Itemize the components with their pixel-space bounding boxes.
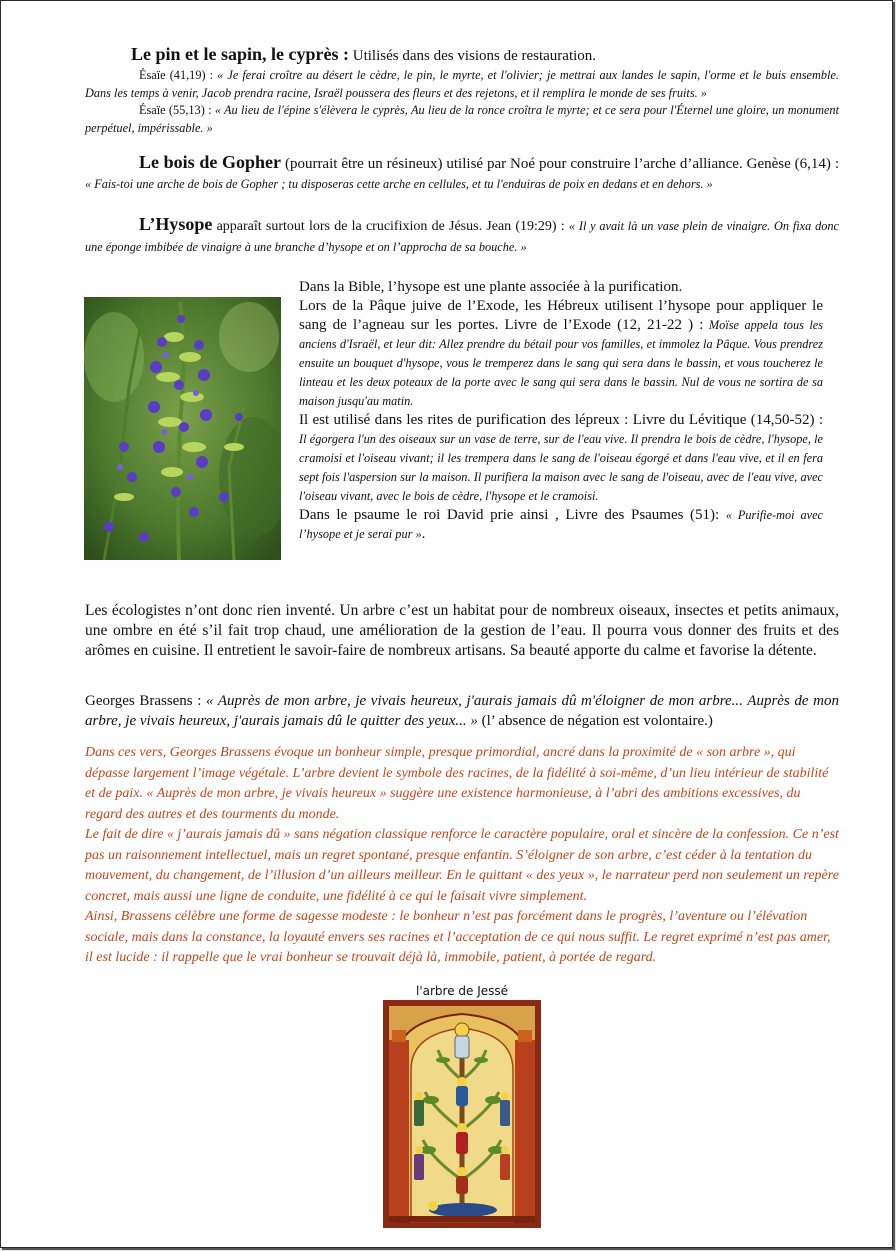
section-hysope [85, 214, 839, 257]
jesse-caption: l'arbre de Jessé [415, 984, 509, 998]
hyssop-flower-image [84, 297, 281, 560]
pine-description: Utilisés dans des visions de restauration. [349, 48, 597, 64]
isaiah-41-paragraph [85, 67, 839, 102]
hysope-description: apparaît surtout lors de la crucifixion de Jésus. Jean (19:29) : [212, 219, 569, 234]
brassens-quote: « Auprès de mon arbre, je vivais heureux, j'aurais jamais dû m'éloigner de mon arbre... Auprès de mon arbre, je vivais heureux, j'aurais jamais dû le quitter des yeux... » [85, 693, 839, 729]
commentary-block [85, 743, 839, 969]
john-quote: « Il y avait là un vase plein de vinaigre. On fixa donc une éponge imbibée de vinaigre à une branche d’hysope et on l’approcha de sa bouche. » [85, 219, 839, 254]
commentary-paragraph-2: Le fait de dire « j’aurais jamais dû » sans négation classique renforce le caractère populaire, oral et sincère de la confession. Ce n’est pas un raisonnement intellectuel, mais un regret spontané, presque enfantin. S’éloigner de son arbre, c’est céder à la tentation du mouvement, du changement, de l’illusion d’un ailleurs meilleur. En le quittant « des yeux », le narrateur perd non seulement un repère concret, mais aussi une ligne de conduite, une fidélité à ce qui le faisait vivre simplement. [85, 827, 839, 904]
exodus-paragraph [299, 297, 823, 411]
psalms-text: Dans le psaume le roi David prie ainsi , Livre des Psaumes (51): [299, 507, 726, 523]
psalms-paragraph [299, 506, 823, 544]
gopher-heading: Le bois de Gopher [139, 152, 282, 172]
isaiah-55-quote: « Au lieu de l'épine s'élèvera le cyprès, Au lieu de la ronce croîtra le myrte; et ce sera pour l'Éternel une gloire, un monument perpétuel, impérissable. » [85, 103, 839, 135]
jesse-tree-icon-image [383, 1000, 541, 1228]
jesse-tree-illustration [383, 1000, 541, 1228]
pine-heading: Le pin et le sapin, le cyprès : [131, 44, 349, 64]
brassens-note: (l’ absence de négation est volontaire.) [477, 713, 713, 729]
brassens-paragraph [85, 691, 839, 731]
hyssop-text-block [299, 278, 823, 544]
brassens-name: Georges Brassens : [85, 693, 207, 709]
exodus-quote: Moïse appela tous les anciens d'Israël, et leur dit: Allez prendre du bétail pour vos familles, et immolez la Pâque. Vous prendrez ensuite un bouquet d'hysope, vous le tremperez dans le sang qui sera dans le bassin, et vous toucherez le linteau et les deux poteaux de la porte avec le sang qui sera dans le bassin. Nul de vous ne sortira de sa maison jusqu'au matin. [299, 318, 824, 408]
isaiah-41-ref: Ésaïe (41,19) : [139, 68, 218, 82]
section-gopher [85, 152, 839, 194]
leviticus-paragraph [299, 411, 823, 506]
ecology-paragraph: Les écologistes n’ont donc rien inventé. Un arbre c’est un habitat pour de nombreux oiseaux, insectes et petits animaux, une ombre en été s’il fait trop chaud, une amélioration de la gestion de l’eau. Il pourra vous donner des fruits et des arômes en cuisine. Il entretient le savoir-faire de nombreux artisans. Sa beauté apporte du calme et favorise la détente. [85, 602, 839, 659]
hyssop-photo [84, 297, 281, 560]
leviticus-quote: Il égorgera l'un des oiseaux sur un vase de terre, sur de l'eau vive. Il prendra le bois de cèdre, l'hysope, le cramoisi et l'oiseau vivant; il les trempera dans le sang de l'oiseau égorgé et dans l'eau vive, et il en fera sept fois l'aspersion sur la maison. Il purifiera la maison avec le sang de l'oiseau, avec de l'eau vive, avec l'oiseau vivant, avec le bois de cèdre, l'hysope et le cramoisi. [299, 432, 823, 503]
hyssop-intro: Dans la Bible, l’hysope est une plante associée à la purification. [299, 279, 683, 295]
leviticus-text: Il est utilisé dans les rites de purification des lépreux : Livre du Lévitique (14,50-52) : [299, 412, 823, 428]
exodus-text: Lors de la Pâque juive de l’Exode, les Hébreux utilisent l’hysope pour appliquer le sang de l’agneau sur les portes. Livre de l’Exode (12, 21-22 ) : [299, 298, 823, 333]
section-pine [85, 43, 839, 137]
gopher-description: (pourrait être un résineux) utilisé par Noé pour construire l’arche d’alliance. Genèse (6,14) : [281, 156, 840, 172]
hysope-heading: L’Hysope [139, 214, 213, 234]
isaiah-55-paragraph [85, 102, 839, 137]
psalms-quote: « Purifie-moi avec l’hysope et je serai pur » [299, 508, 824, 541]
isaiah-41-quote: « Je ferai croître au désert le cèdre, le pin, le myrte, et l'olivier; je mettrai aux landes le sapin, l'orme et le buis ensemble. Dans les temps à venir, Jacob prendra racine, Israël poussera des fleurs et des rejetons, et il remplira le monde de ses fruits. » [85, 68, 839, 100]
psalms-end: . [421, 526, 426, 542]
genesis-quote: « Fais-toi une arche de bois de Gopher ; tu disposeras cette arche en cellules, et tu l'enduiras de poix en dedans et en dehors. » [85, 177, 713, 191]
commentary-paragraph-1: Dans ces vers, Georges Brassens évoque un bonheur simple, presque primordial, ancré dans la proximité de « son arbre », qui dépasse largement l’image végétale. L’arbre devient le symbole des racines, de la fidélité à soi-même, d’un lieu intérieur de stabilité et de paix. « Auprès de mon arbre, je vivais heureux » suggère une existence harmonieuse, à l’abri des ambitions excessives, du regard des autres et des tourments du monde. [85, 745, 829, 822]
isaiah-55-ref: Ésaïe (55,13) : [139, 103, 215, 117]
commentary-paragraph-3: Ainsi, Brassens célèbre une forme de sagesse modeste : le bonheur n’est pas forcément dans le progrès, l’aventure ou l’élévation sociale, mais dans la constance, la loyauté envers ses racines et l’acceptation de ce qui nous suffit. Le regret exprimé n’est pas amer, il est lucide : il rappelle que le vrai bonheur se trouvait déjà là, immobile, patient, à portée de regard. [85, 909, 831, 965]
